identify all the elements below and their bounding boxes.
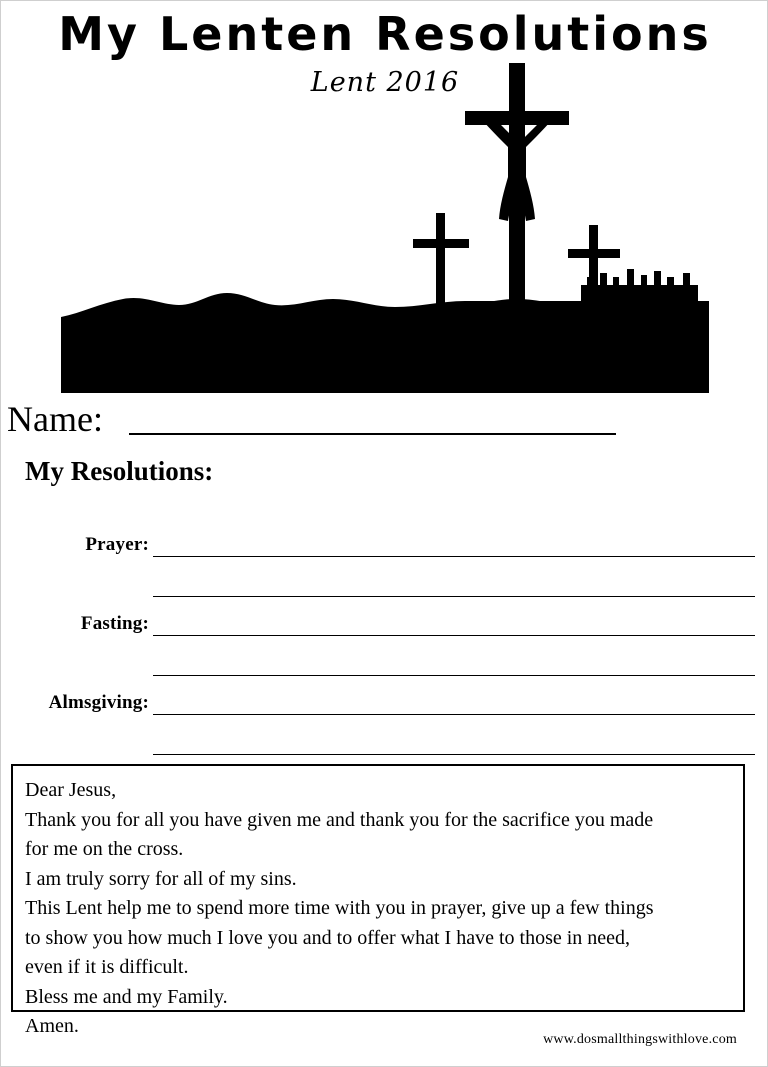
resolution-label-fasting: Fasting: <box>80 613 149 634</box>
name-input[interactable] <box>129 433 616 435</box>
prayer-line: Amen. <box>25 1015 79 1037</box>
page-subtitle: Lent 2016 <box>310 67 460 98</box>
resolution-line-fasting-1[interactable] <box>153 635 755 636</box>
resolution-label-prayer: Prayer: <box>85 534 149 555</box>
resolution-line-fasting-2[interactable] <box>153 675 755 676</box>
prayer-line: Dear Jesus, <box>25 779 117 801</box>
name-label: Name: <box>7 399 103 439</box>
resolution-line-prayer-1[interactable] <box>153 556 755 557</box>
prayer-line: I am truly sorry for all of my sins. <box>25 867 297 890</box>
resolution-line-prayer-2[interactable] <box>153 596 755 597</box>
page-title <box>1 7 768 61</box>
prayer-line: to show you how much I love you and to offer what I have to those in need, <box>25 926 631 949</box>
resolution-label-almsgiving: Almsgiving: <box>48 692 149 713</box>
resolution-line-almsgiving-2[interactable] <box>153 754 755 755</box>
prayer-line: Thank you for all you have given me and thank you for the sacrifice you made <box>25 808 654 831</box>
name-field-row <box>7 399 757 443</box>
prayer-line: Bless me and my Family. <box>25 985 228 1008</box>
prayer-text-box <box>11 764 745 1037</box>
footer-website: www.dosmallthingswithlove.com <box>543 1032 737 1047</box>
page-title-text: My Lenten Resolutions <box>58 7 712 61</box>
calvary-illustration <box>61 53 709 393</box>
resolution-line-almsgiving-1[interactable] <box>153 714 755 715</box>
prayer-line: for me on the cross. <box>25 838 184 860</box>
resolutions-heading: My Resolutions: <box>25 456 214 486</box>
prayer-line: This Lent help me to spend more time with you in prayer, give up a few things <box>25 897 654 919</box>
prayer-line: even if it is difficult. <box>25 956 189 978</box>
